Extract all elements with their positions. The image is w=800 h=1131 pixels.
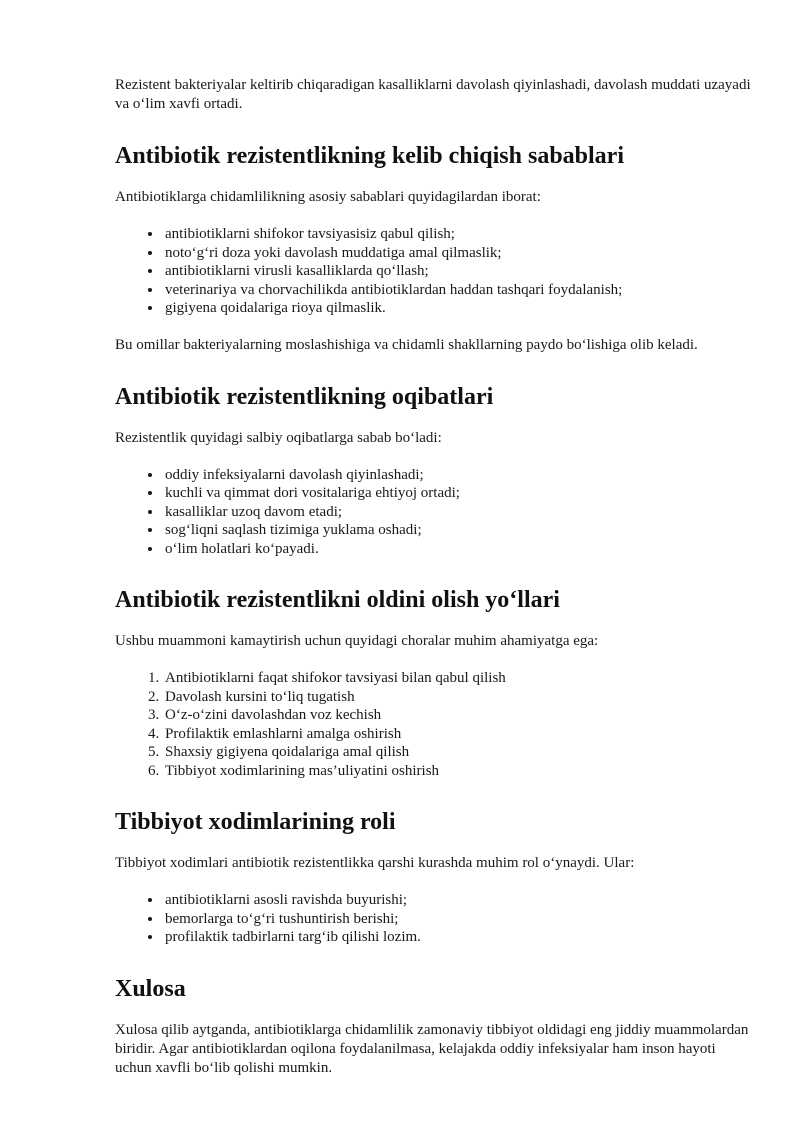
list-item: 5. Shaxsiy gigiyena qoidalariga amal qilish bbox=[163, 743, 755, 762]
list-item: • antibiotiklarni shifokor tavsiyasisiz qabul qilish; bbox=[163, 225, 755, 244]
prevention-list bbox=[115, 669, 755, 780]
causes-lead: Antibiotiklarga chidamlilikning asosiy sabablari quyidagilardan iborat: bbox=[115, 189, 541, 205]
heading-causes: Antibiotik rezistentlikning kelib chiqish sabablari bbox=[115, 143, 625, 169]
causes-list bbox=[115, 225, 755, 318]
list-item: • profilaktik tadbirlarni targ‘ib qilishi lozim. bbox=[163, 928, 755, 947]
list-item: • oddiy infeksiyalarni davolash qiyinlashadi; bbox=[163, 466, 755, 485]
list-item: • kasalliklar uzoq davom etadi; bbox=[163, 503, 755, 522]
list-item: • antibiotiklarni virusli kasalliklarda qo‘llash; bbox=[163, 262, 755, 281]
medical-staff-lead: Tibbiyot xodimlari antibiotik rezistentlikka qarshi kurashda muhim rol o‘ynaydi. Ular: bbox=[115, 855, 635, 871]
list-item: 4. Profilaktik emlashlarni amalga oshirish bbox=[163, 725, 755, 744]
prevention-lead: Ushbu muammoni kamaytirish uchun quyidagi choralar muhim ahamiyatga ega: bbox=[115, 633, 599, 649]
list-item: • kuchli va qimmat dori vositalariga ehtiyoj ortadi; bbox=[163, 484, 755, 503]
list-item: 2. Davolash kursini to‘liq tugatish bbox=[163, 688, 755, 707]
conclusion-paragraph: Xulosa qilib aytganda, antibiotiklarga chidamlilik zamonaviy tibbiyot oldidagi eng jiddiy muammolardan biridir. Agar antibiotiklardan oqilona foydalanilmasa, kelajakda oddiy infeksiyalar ham inson hayoti uchun xavfli bo‘lib qolishi mumkin. bbox=[115, 1021, 749, 1076]
intro-paragraph: Rezistent bakteriyalar keltirib chiqaradigan kasalliklarni davolash qiyinlashadi, davolash muddati uzayadi va o‘lim xavfi ortadi. bbox=[115, 77, 751, 112]
list-item: • sog‘liqni saqlash tizimiga yuklama oshadi; bbox=[163, 521, 755, 540]
document-page bbox=[115, 76, 755, 1078]
heading-conclusion: Xulosa bbox=[115, 975, 186, 1002]
list-item: • o‘lim holatlari ko‘payadi. bbox=[163, 540, 755, 559]
heading-medical-staff-role: Tibbiyot xodimlarining roli bbox=[115, 809, 396, 835]
list-item: • antibiotiklarni asosli ravishda buyurishi; bbox=[163, 891, 755, 910]
consequences-list bbox=[115, 466, 755, 559]
consequences-lead: Rezistentlik quyidagi salbiy oqibatlarga sabab bo‘ladi: bbox=[115, 429, 442, 446]
list-item: • bemorlarga to‘g‘ri tushuntirish berishi; bbox=[163, 910, 755, 929]
list-item: • veterinariya va chorvachilikda antibiotiklardan haddan tashqari foydalanish; bbox=[163, 281, 755, 300]
medical-staff-list bbox=[115, 891, 755, 947]
list-item: • noto‘g‘ri doza yoki davolash muddatiga amal qilmaslik; bbox=[163, 244, 755, 263]
list-item: 3. O‘z-o‘zini davolashdan voz kechish bbox=[163, 706, 755, 725]
list-item: • gigiyena qoidalariga rioya qilmaslik. bbox=[163, 299, 755, 318]
list-item: 1. Antibiotiklarni faqat shifokor tavsiyasi bilan qabul qilish bbox=[163, 669, 755, 688]
heading-prevention: Antibiotik rezistentlikni oldini olish yo‘llari bbox=[115, 587, 560, 613]
list-item: 6. Tibbiyot xodimlarining mas’uliyatini oshirish bbox=[163, 762, 755, 781]
causes-conclusion: Bu omillar bakteriyalarning moslashishiga va chidamli shakllarning paydo bo‘lishiga olib keladi. bbox=[115, 336, 698, 353]
heading-consequences: Antibiotik rezistentlikning oqibatlari bbox=[115, 383, 494, 410]
